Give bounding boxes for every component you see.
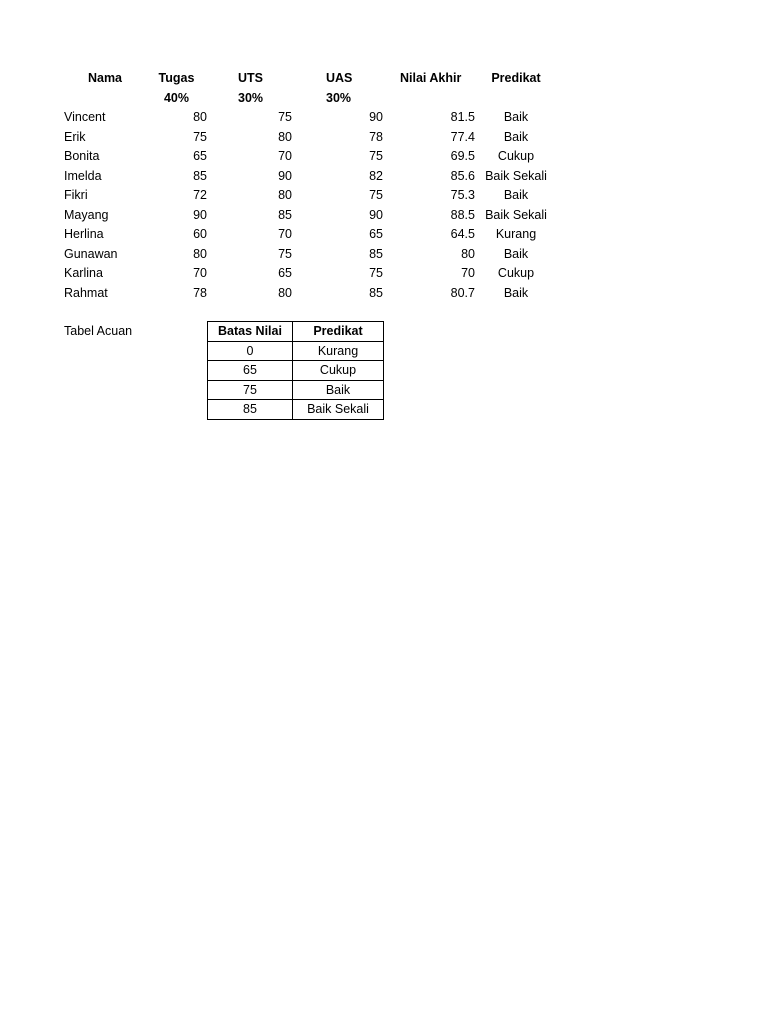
cell-uas: 90 <box>369 110 383 124</box>
cell-uts: 65 <box>278 266 292 280</box>
cell-uts: 80 <box>278 285 292 300</box>
reference-header-batas-nilai: Batas Nilai <box>208 322 293 342</box>
reference-header-predikat: Predikat <box>293 322 384 342</box>
cell-nilai-akhir: 80 <box>461 246 475 261</box>
cell-uts: 75 <box>278 110 292 124</box>
header-predikat: Predikat <box>491 71 541 85</box>
cell-predikat: Kurang <box>495 227 537 241</box>
cell-uts: 80 <box>278 129 292 144</box>
cell-predikat: Baik Sekali <box>485 207 547 222</box>
cell-uas: 90 <box>369 207 383 222</box>
cell-tugas: 75 <box>193 129 207 144</box>
cell-nilai-akhir: 64.5 <box>450 227 475 241</box>
cell-nama: Bonita <box>64 149 100 163</box>
cell-uas: 75 <box>369 188 383 202</box>
reference-body <box>208 341 384 419</box>
cell-predikat: Baik <box>503 188 529 202</box>
table-row <box>0 225 768 245</box>
cell-uas: 85 <box>369 285 383 300</box>
cell-nilai-akhir: 80.7 <box>450 285 475 300</box>
reference-cell-predikat: Baik Sekali <box>293 400 384 420</box>
reference-cell-batas-nilai: 85 <box>208 400 293 420</box>
reference-cell-batas-nilai: 0 <box>208 341 293 361</box>
reference-cell-predikat: Cukup <box>293 361 384 381</box>
cell-uas: 85 <box>369 246 383 261</box>
cell-tugas: 85 <box>193 168 207 183</box>
header-uas: UAS <box>326 71 353 85</box>
cell-nilai-akhir: 77.4 <box>450 129 475 144</box>
cell-predikat: Baik <box>503 129 529 144</box>
reference-table <box>207 321 384 420</box>
cell-uas: 65 <box>369 227 383 241</box>
cell-predikat: Cukup <box>497 149 535 163</box>
table-row <box>0 128 768 148</box>
cell-tugas: 80 <box>193 246 207 261</box>
reference-cell-batas-nilai: 65 <box>208 361 293 381</box>
cell-nama: Mayang <box>64 207 109 222</box>
reference-row <box>208 400 384 420</box>
cell-uts: 70 <box>278 227 292 241</box>
cell-nama: Fikri <box>64 188 88 202</box>
cell-tugas: 78 <box>193 285 207 300</box>
table-row <box>0 284 768 304</box>
cell-nama: Imelda <box>64 168 102 183</box>
cell-nilai-akhir: 70 <box>461 266 475 280</box>
cell-nama: Rahmat <box>64 285 108 300</box>
table-row <box>0 186 768 206</box>
cell-nama: Gunawan <box>64 246 118 261</box>
cell-uas: 78 <box>369 129 383 144</box>
cell-uts: 80 <box>278 188 292 202</box>
cell-uts: 90 <box>278 168 292 183</box>
cell-nama: Vincent <box>64 110 106 124</box>
table-row <box>0 108 768 128</box>
cell-nilai-akhir: 75.3 <box>450 188 475 202</box>
table-row <box>0 167 768 187</box>
grades-header-row <box>0 69 768 89</box>
reference-table-label: Tabel Acuan <box>64 324 133 338</box>
cell-tugas: 60 <box>193 227 207 241</box>
header-nilai-akhir: Nilai Akhir <box>400 71 462 85</box>
cell-nilai-akhir: 85.6 <box>450 168 475 183</box>
cell-tugas: 80 <box>193 110 207 124</box>
cell-nama: Herlina <box>64 227 104 241</box>
cell-uts: 75 <box>278 246 292 261</box>
reference-row <box>208 361 384 381</box>
reference-cell-batas-nilai: 75 <box>208 380 293 400</box>
reference-header-row <box>208 322 384 342</box>
cell-nilai-akhir: 88.5 <box>450 207 475 222</box>
header-uts: UTS <box>238 71 263 85</box>
reference-cell-predikat: Kurang <box>293 341 384 361</box>
reference-row <box>208 341 384 361</box>
cell-nilai-akhir: 81.5 <box>450 110 475 124</box>
cell-predikat: Baik Sekali <box>485 168 547 183</box>
cell-predikat: Baik <box>503 285 529 300</box>
cell-uas: 75 <box>369 149 383 163</box>
weight-uas: 30% <box>326 90 352 105</box>
cell-uts: 70 <box>278 149 292 163</box>
table-row <box>0 206 768 226</box>
table-row <box>0 264 768 284</box>
cell-uas: 75 <box>369 266 383 280</box>
cell-uts: 85 <box>278 207 292 222</box>
weight-uts: 30% <box>238 90 264 105</box>
cell-uas: 82 <box>369 168 383 183</box>
cell-tugas: 65 <box>193 149 207 163</box>
cell-tugas: 72 <box>193 188 207 202</box>
table-row <box>0 147 768 167</box>
reference-cell-predikat: Baik <box>293 380 384 400</box>
header-tugas: Tugas <box>158 71 195 85</box>
cell-predikat: Baik <box>503 110 529 124</box>
reference-row <box>208 380 384 400</box>
table-row <box>0 245 768 265</box>
cell-tugas: 70 <box>193 266 207 280</box>
header-nama: Nama <box>87 71 123 85</box>
cell-nilai-akhir: 69.5 <box>450 149 475 163</box>
cell-nama: Karlina <box>64 266 103 280</box>
grades-weights-row <box>0 89 768 109</box>
cell-nama: Erik <box>64 129 86 144</box>
weight-tugas: 40% <box>163 90 190 105</box>
cell-predikat: Baik <box>503 246 529 261</box>
cell-predikat: Cukup <box>497 266 535 280</box>
cell-tugas: 90 <box>193 207 207 222</box>
